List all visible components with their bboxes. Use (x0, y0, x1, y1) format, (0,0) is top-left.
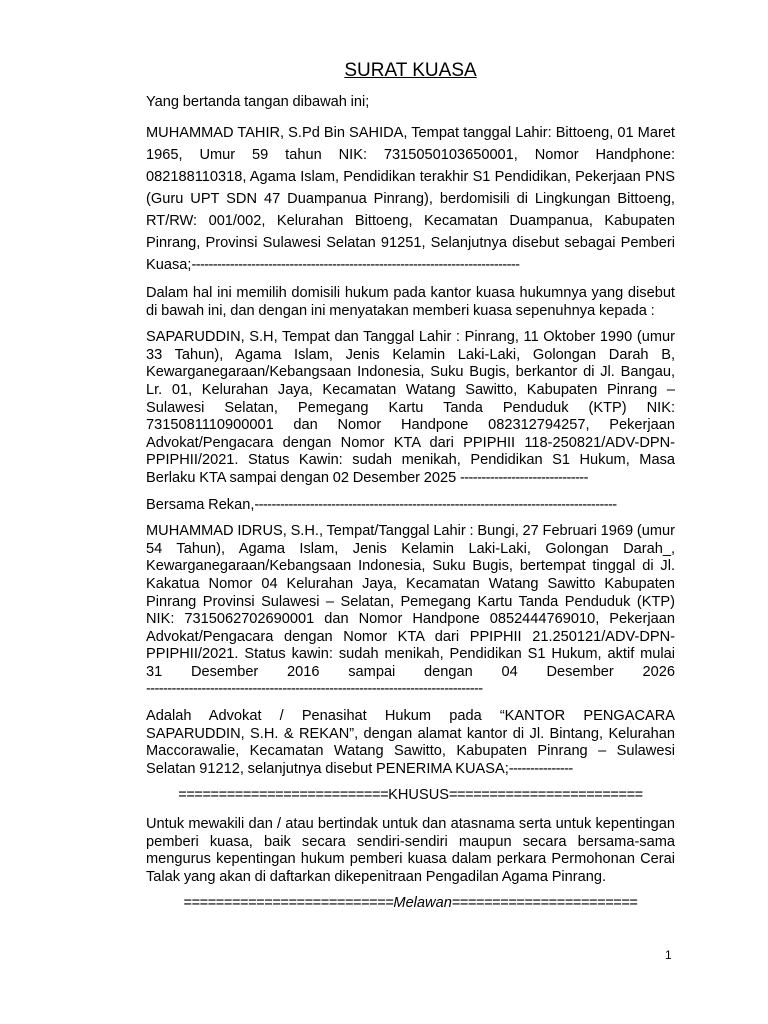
penerima-kuasa-1-dashes: ------------------------------ (460, 469, 588, 486)
document-page (146, 58, 675, 924)
melawan-heading: Melawan (393, 895, 452, 912)
penerima-kuasa-2-text: MUHAMMAD IDRUS, S.H., Tempat/Tanggal Lahir : Bungi, 27 Februari 1969 (umur 54 Tahun), Agama Islam, Jenis Kelamin Laki-Laki, Golongan Darah_, Kewarganegaraan/Kebangsaan Indonesia, Suku Bugis, bertempat tinggal di Jl. Kakatua Nomor 04 Kelurahan Jaya, Kecamatan Watang Sawitto Kabupaten Pinrang Provinsi Sulawesi – Selatan, Pemegang Kartu Tanda Penduduk (KTP) NIK: 7315062702690001 dan Nomor Handpone 0852444769010, Pekerjaan Advokat/Pengacara dengan Nomor KTA dari PPIPHII 21.250121/ADV-DPN-PPIPHII/2021. Status kawin: sudah menikah, Pendidikan S1 Hukum, aktif mulai 31 Desember 2016 sampai dengan 04 Desember 2026 (146, 523, 675, 680)
khusus-separator (146, 787, 675, 805)
advokat-paragraph (146, 708, 675, 778)
khusus-heading: KHUSUS (388, 787, 449, 804)
melawan-separator (146, 895, 675, 913)
advokat-dashes: --------------- (508, 760, 573, 777)
khusus-left-rule: ========================== (178, 787, 389, 804)
penerima-kuasa-2-paragraph (146, 523, 675, 699)
page-number: 1 (665, 948, 672, 962)
pemberi-kuasa-dashes: ----------------------------------------------------------------------------- (191, 257, 520, 273)
untuk-text: Untuk mewakili dan / atau bertindak untuk dan atasnama serta untuk kepentingan pemberi kuasa, baik secara sendiri-sendiri maupun secara bersama-sama mengurus kepentingan hukum pemberi kuasa dalam perkara Permohonan Cerai Talak yang akan di daftarkan dikepenitraan Pengadilan Agama Pinrang. (146, 816, 675, 885)
penerima-kuasa-1-text: SAPARUDDIN, S.H, Tempat dan Tanggal Lahir : Pinrang, 11 Oktober 1990 (umur 33 Tahun), Agama Islam, Jenis Kelamin Laki-Laki, Golongan Darah B, Kewarganegaraan/Kebangsaan Indonesia, Suku Bugis, berkantor di Jl. Bangau, Lr. 01, Kelurahan Jaya, Kecamatan Watang Sawitto, Kabupaten Pinrang – Sulawesi Selatan, Pemegang Kartu Tanda Penduduk (KTP) NIK: 7315081110900001 dan Nomor Handpone 082312794257, Pekerjaan Advokat/Pengacara dengan Nomor KTA dari PPIPHII 118-250821/ADV-DPN-PPIPHII/2021. Status Kawin: sudah menikah, Pendidikan S1 Hukum, Masa Berlaku KTA sampai dengan 02 Desember 2025 (146, 329, 675, 486)
penerima-kuasa-1-paragraph (146, 329, 675, 487)
bersama-rekan-dashes: ------------------------------------------------------------------------------------- (254, 496, 617, 513)
untuk-paragraph (146, 816, 675, 886)
khusus-right-rule: ======================== (448, 787, 643, 804)
pemberi-kuasa-text: MUHAMMAD TAHIR, S.Pd Bin SAHIDA, Tempat tanggal Lahir: Bittoeng, 01 Maret 1965, Umur 59 tahun NIK: 7315050103650001, Nomor Handphone: 082188110318, Agama Islam, Pendidikan terakhir S1 Pendidikan, Pekerjaan PNS (Guru UPT SDN 47 Duampanua Pinrang), berdomisili di Lingkungan Bittoeng, RT/RW: 001/002, Kelurahan Bittoeng, Kecamatan Duampanua, Kabupaten Pinrang, Provinsi Sulawesi Selatan 91251, Selanjutnya disebut sebagai Pemberi Kuasa; (146, 125, 675, 273)
document-title-text: SURAT KUASA (344, 60, 477, 81)
melawan-left-rule: ========================== (183, 895, 394, 912)
intro-paragraph (146, 91, 675, 113)
bersama-rekan-paragraph (146, 497, 675, 515)
domisili-text: Dalam hal ini memilih domisili hukum pada kantor kuasa hukumnya yang disebut di bawah ini, dan dengan ini menyatakan memberi kuasa sepenuhnya kepada : (146, 285, 675, 319)
melawan-right-rule: ======================= (451, 895, 638, 912)
bersama-rekan-text: Bersama Rekan, (146, 496, 255, 513)
pemberi-kuasa-paragraph (146, 122, 675, 276)
advokat-text: Adalah Advokat / Penasihat Hukum pada “KANTOR PENGACARA SAPARUDDIN, S.H. & REKAN”, dengan alamat kantor di Jl. Bintang, Kelurahan Maccorawalie, Kecamatan Watang Sawitto, Kabupaten Pinrang – Sulawesi Selatan 91212, selanjutnya disebut PENERIMA KUASA; (146, 708, 675, 777)
intro-text: Yang bertanda tangan dibawah ini; (146, 94, 370, 110)
domisili-paragraph (146, 285, 675, 320)
document-title (146, 58, 675, 84)
penerima-kuasa-2-dashes: ------------------------------------------------------------------------------- (146, 681, 483, 698)
